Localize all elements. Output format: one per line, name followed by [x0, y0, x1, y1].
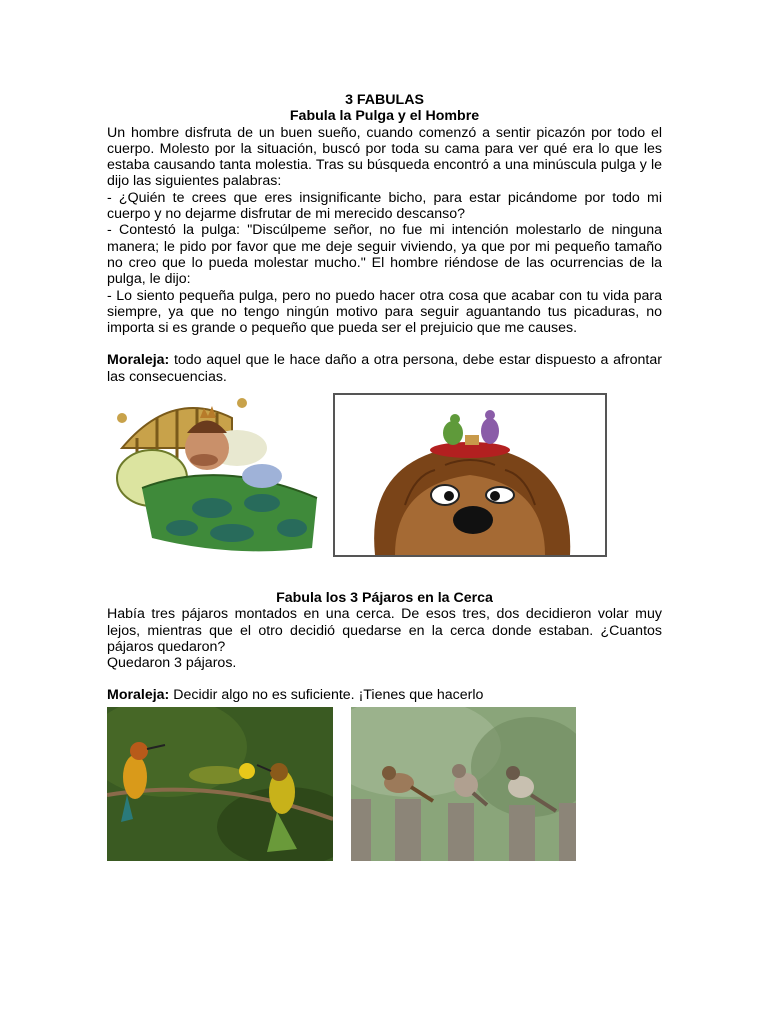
- fable1-paragraph-1: Un hombre disfruta de un buen sueño, cuando comenzó a sentir picazón por todo el cuerpo. Molesto por la situación, buscó por toda su cama para ver qué era lo que les estaba causando tanta molestia. Tras su búsqueda encontró a una minúscula pulga y le dijo las siguientes palabras:: [107, 124, 662, 190]
- fable2-paragraph-2: Quedaron 3 pájaros.: [107, 655, 237, 672]
- man-in-bed-illustration: [112, 388, 322, 558]
- fable2-moral: [107, 687, 662, 703]
- dog-with-flea-illustration: [333, 393, 607, 557]
- fable2-text-block: [107, 590, 662, 704]
- moral-label: Moraleja:: [107, 352, 170, 369]
- fable2-paragraph-1: Había tres pájaros montados en una cerca. De esos tres, dos decidieron volar muy lejos, mientras que el otro decidió quedarse en la cerca donde estaban. ¿Cuantos pájaros quedaron?: [107, 606, 662, 655]
- fable1-paragraph-3: - Contestó la pulga: "Discúlpeme señor, no fue mi intención molestarlo de ninguna manera; le pido por favor que me deje seguir viviendo, ya que por mi pequeño tamaño no creo que lo pueda molestar mucho." El hombre riéndose de las ocurrencias de la pulga, le dijo:: [107, 222, 662, 288]
- moral-text: Decidir algo no es suficiente. ¡Tienes que hacerlo: [169, 687, 484, 704]
- sparrows-on-fence-photo: [351, 707, 576, 861]
- fable2-title: Fabula los 3 Pájaros en la Cerca: [276, 590, 493, 606]
- main-title: 3 FABULAS: [345, 92, 424, 108]
- fable1-paragraph-4: - Lo siento pequeña pulga, pero no puedo hacer otra cosa que acabar con tu vida para siempre, ya que no tengo ningún motivo para seguir aguantando tus picaduras, no importa si es grande o pequeño que pueda ser el prejuicio que me causes.: [107, 287, 662, 337]
- fable1-text-block: [107, 92, 662, 385]
- moral-text: todo aquel que le hace daño a otra persona, debe estar dispuesto a afrontar las consecuencias.: [107, 352, 662, 385]
- moral-label: Moraleja:: [107, 687, 170, 704]
- bee-eaters-photo: [107, 707, 333, 861]
- fable1-title: Fabula la Pulga y el Hombre: [289, 108, 480, 125]
- fable1-moral: [107, 352, 662, 385]
- fable1-paragraph-2: - ¿Quién te crees que eres insignificante bicho, para estar picándome por todo mi cuerpo y no dejarme disfrutar de mi merecido descanso?: [107, 189, 662, 223]
